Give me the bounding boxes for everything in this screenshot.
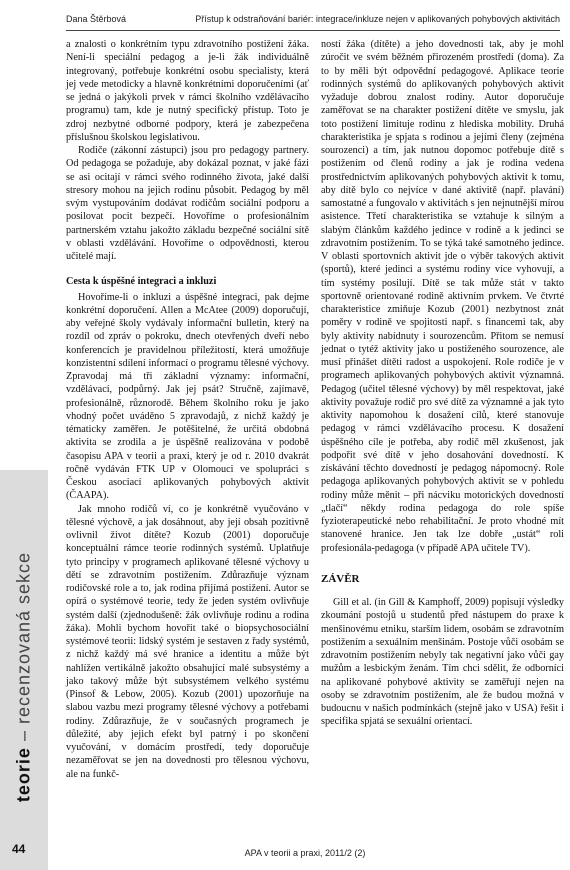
left-column [66,38,309,781]
paragraph: Rodiče (zákonní zástupci) jsou pro pedagogy partnery. Od pedagoga se požaduje, aby dokázal poznat, v jaké fázi se asi ocitají v rámci svého rodinného života, jaké další stresory mohou na jejich rodinu působit. Pedagog by měl svým vystupováním dodávat rodičům sociální podporu a posilovat pocit bezpečí. Hovoříme o profesionálním partnerském vztahu jakožto základu bezpečné sociální sítě v oblasti vzdělávání. Hovoříme o odpovědnosti, kterou učitelé mají. [66,145,309,262]
section-label-sub: recenzovaná sekce [13,551,34,725]
paragraph: a znalosti o konkrétním typu zdravotního postižení žáka. Není-li speciální pedagog a je-li žák individuálně integrovaný, potřebuje konkrétní osobu specialisty, která jej vede metodicky a hlavně konkrétními doporučeními (ať se jedná o jakýkoli prvek v rámci školního vzdělávacího programu) tam, kde je nutný specifický přístup. Toto je zdroj nezbytné odborné podpory, která je zabezpečena příslušnou školskou legislativou. [66,39,309,143]
section-label-main: teorie [13,747,34,803]
section-label-dash: – [13,724,34,748]
section-heading-conclusion: ZÁVĚR [321,572,360,585]
header-title: Přístup k odstraňování bariér: integrace/inkluze nejen v aplikovaných pohybových aktivitách [195,14,560,24]
header-author: Dana Štěrbová [66,14,127,24]
section-label [14,552,35,802]
section-heading: Cesta k úspěšné integraci a inkluzi [66,276,217,288]
running-header [66,14,560,28]
paragraph: Hovoříme-li o inkluzi a úspěšné integraci, pak dejme konkrétní doporučení. Allen a McAtee (2009) doporučují, aby veřejné školy vydávaly informační bulletin, který na rozdíl od zpráv o pokroku, dnech otevřených dveří nebo konferencích je pravidelnou příležitostí, která umožňuje konzistentní sdílení informací o programu tělesné výchovy. Zpravodaj má tři základní významy: informační, vzdělávací, podpůrný. Jak jej psát? Stručně, zajímavě, profesionálně, různorodě. Během školního roku je jako vhodný počet uváděno 5 zpravodajů, z nichž každý je tématicky zaměřen. Je potěšitelné, že určitá obdobná aktivita se zrodila a je úspěšně realizována v podobě časopisu APA v teorii a praxi, který je od r. 2010 dvakrát ročně vydáván FTK UP v Olomouci ve spolupráci s Českou asociací aplikovaných pohybových aktivit (ČAAPA). [66,291,309,502]
header-rule [66,30,560,31]
paragraph: Gill et al. (in Gill & Kamphoff, 2009) popisují výsledky zkoumání postojů u studentů před nástupem do praxe k menšinovému etniku, starším lidem, osobám se zdravotním postižením a sexuálním menšinám. Postoje vůči osobám se zdravotním postižením nebyly tak negativní jako vůči gay mužům a lesbickým ženám. Tím chci sdělit, že odborníci na aplikované pohybové aktivity se zaměřují nejen na osoby se zdravotním postižením, ale že budou možná v budoucnu v našich podmínkách (stejně jako v USA) řešit i specifika spjatá se sexuální orientací. [321,597,564,728]
paragraph: ností žáka (dítěte) a jeho dovednosti tak, aby je mohl zúročit ve svém běžném přirozeném prostředí (doma). Za to by měli být odpovědní pedagogové. Aplikace teorie rodinných systémů do aplikovaných pohybových aktivit vyžaduje dobrou znalost rodiny. Autor doporučuje zaměřovat se na charakter postižení dítěte ve smyslu, jak toto postižení limituje rodinu z hlediska mobility. Druhá charakteristika je spjata s rodinou a jejími členy (zejména sourozenci) a tím, jak nutnou dopomoc potřebuje dítě s postižením od členů rodiny a jak je rodina vedena prostřednictvím aplikovaných pohybových aktivit k tomu, aby dítě bylo co nejvíce v dané aktivitě (např. plavání) samostatné a fungovalo v aktivitách s jen nejnutnější mírou asistence. Třetí charakteristika se vztahuje k silným a slabým článkům každého jedince v rodině a k jedinci se zdravotním postižením. To se týká také samotného jedince. V oblasti sportovních aktivit jde o výběr takových aktivit (sportů), které jedinci a systému rodiny více vyhovují, a tím systémy posilují. Dítě se tak může stát v takto sportovně orientované rodině aktivním prvkem. Ve čtvrté charakteristice zmiňuje Kozub (2001) nezbytnost znát poměry v rodině ve spojitosti např. s financemi tak, aby byly aktivity nabídnuty i sourozencům. Přitom se nemusí jednat o tytéž aktivity jako u postiženého sourozence, ale musí přinášet dítěti radost a uspokojení. Role rodiče je v programech aplikovaných pohybových aktivit významná. Pedagog (učitel tělesné výchovy) by měl respektovat, jaké aktivity považuje rodič pro své dítě za významné a jak tyto aktivity napomohou k dosažení cílů, které stanovuje pedagog v rámci vzdělávacího procesu. K dosažení úspěšného cíle je potřeba, aby rodič měl zkušenost, jak podpořit své dítě v jeho dosahování dovedností. K získávání těchto dovedností je pedagog nápomocný. Role pedagoga aplikovaných pohybových aktivit se v pohledu rodiny může měnit – při nácviku motorických dovedností „tlačí“ někdy rodina pedagoga do role spíše fyzioterapeutické nebo rehabilitační. Je proto vhodné mít stanovené hranice. Jen tak lze dobře „ustát“ roli profesionála-pedagoga (v případě APA učitele TV). [321,39,564,554]
paragraph: Jak mnoho rodičů ví, co je konkrétně vyučováno v tělesné výchově, a jak dosáhnout, aby její obsah pozitivně ovlivnil život dítěte? Kozub (2001) doporučuje konceptuální rámce teorie rodinných systémů. Uplatňuje tyto principy v programech aplikované tělesné výchovy u dětí se zdravotním postižením. Zdůrazňuje význam rodičovské role a to, jak rodina přijímá postižení. Autor se opírá o systémové teorie, tedy že jeden systém ovlivňuje systém další (zjednodušeně: žák ovlivňuje rodinu a rodina žáka). Mohli bychom hovořit také o biopsychosociální systémové teorii: lidský systém je sestaven z řady systémů, z nichž každý má své hranice a identitu a může být nahlížen vertikálně jakožto obsahující malé subsystémy a jako takový může být subsystémem velkého systému (Pinsof & Lebow, 2005). Kozub (2001) upozorňuje na slabou vazbu mezi programy tělesné výchovy a potřebami rodiny. Zdůrazňuje, že v současných programech je důležité, aby jejich efekt byl patrný i po skončení vyučování, v domácím prostředí, tedy doporučuje nezaměřovat se jen na dovednosti pro tělesnou výchovu, ale na funkč- [66,503,309,780]
footer: APA v teorii a praxi, 2011/2 (2) [244,848,366,858]
right-column [321,38,564,729]
page-number: 44 [12,842,26,856]
